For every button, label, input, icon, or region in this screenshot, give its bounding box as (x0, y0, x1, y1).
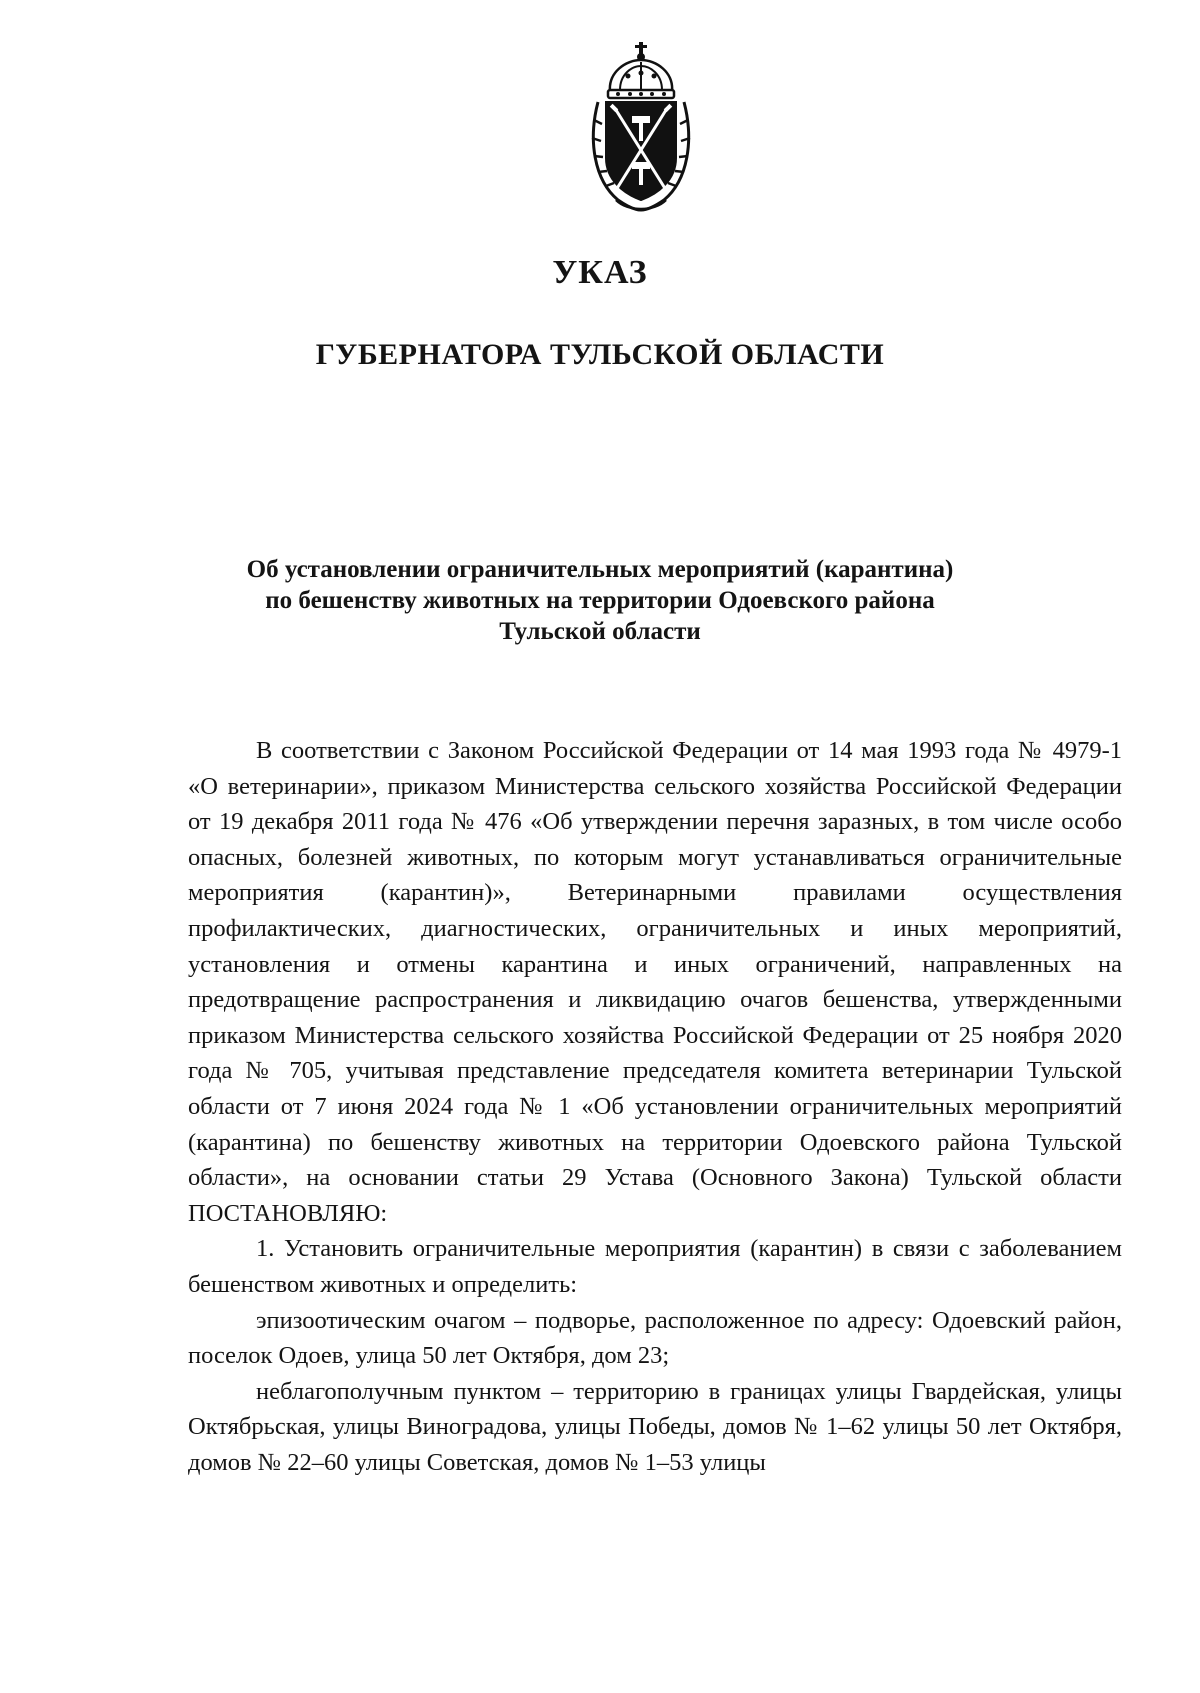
subject-line: по бешенству животных на территории Одоевского района (265, 587, 935, 614)
clause-paragraph: неблагополучным пунктом – территорию в границах улицы Гвардейская, улицы Октябрьская, улицы Виноградова, улицы Победы, домов № 1–62 улицы 50 лет Октября, домов № 22–60 улицы Советская, домов № 1–53 улицы (188, 1377, 1122, 1476)
clause-paragraph: 1. Установить ограничительные мероприятия (карантин) в связи с заболеванием бешенством животных и определить: (188, 1235, 1122, 1298)
issuer-title: ГУБЕРНАТОРА ТУЛЬСКОЙ ОБЛАСТИ (315, 338, 885, 371)
coat-of-arms-icon (588, 40, 694, 212)
clause-paragraph: эпизоотическим очагом – подворье, расположенное по адресу: Одоевский район, поселок Одоев, улица 50 лет Октября, дом 23; (188, 1306, 1122, 1370)
document-type-title: УКАЗ (552, 254, 648, 291)
document-body (188, 733, 1122, 1480)
subject-line: Об установлении ограничительных мероприятий (карантина) (246, 556, 954, 583)
subject-line: Тульской области (499, 618, 701, 645)
document-subject (150, 554, 1050, 647)
preamble-paragraph: В соответствии с Законом Российской Федерации от 14 мая 1993 года № 4979-1 «О ветеринарии», приказом Министерства сельского хозяйства Российской Федерации от 19 декабря 2011 года № 476 «Об утверждении перечня заразных, в том числе особо опасных, болезней животных, по которым могут устанавливаться ограничительные мероприятия (карантин)», Ветеринарными правилами осуществления профилактических, диагностических, ограничительных и иных мероприятий, установления и отмены карантина и иных ограничений, направленных на предотвращение распространения и ликвидацию очагов бешенства, утвержденными приказом Министерства сельского хозяйства Российской Федерации от 25 ноября 2020 года № 705, учитывая представление председателя комитета ветеринарии Тульской области от 7 июня 2024 года № 1 «Об установлении ограничительных мероприятий (карантина) по бешенству животных на территории Одоевского района Тульской области», на основании статьи 29 Устава (Основного Закона) Тульской области ПОСТАНОВЛЯЮ: (188, 737, 1122, 1227)
